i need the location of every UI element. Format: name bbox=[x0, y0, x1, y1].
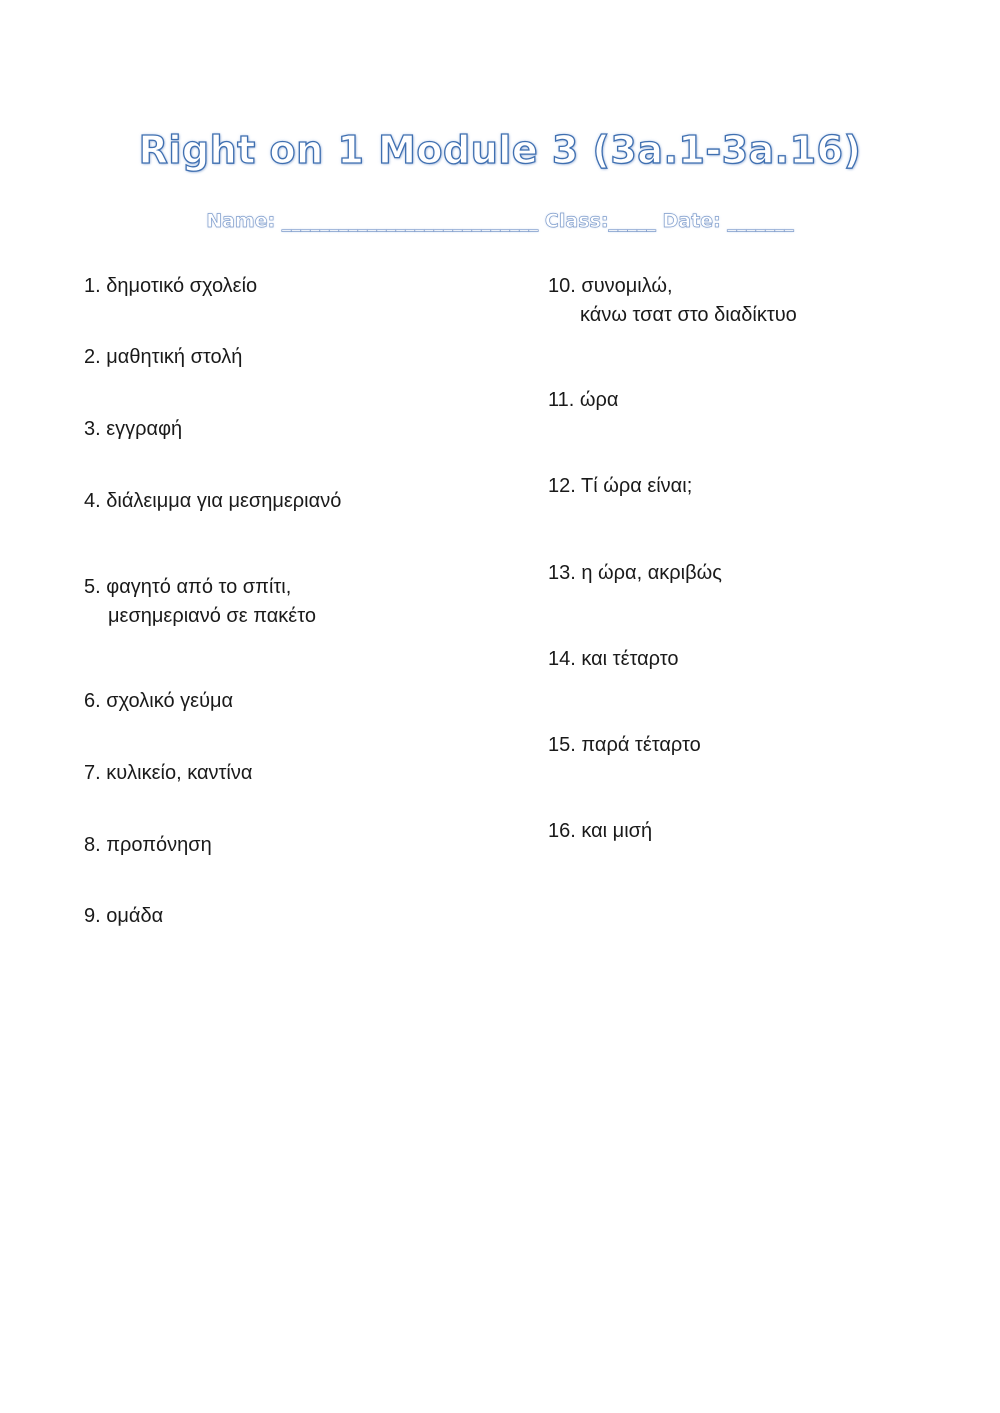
item-text: 10. συνομιλώ, bbox=[548, 275, 673, 297]
item-text: 4. διάλειμμα για μεσημεριανό bbox=[84, 490, 342, 512]
item-text-continued: μεσημεριανό σε πακέτο bbox=[108, 605, 316, 627]
vocab-item-11 bbox=[548, 386, 618, 415]
item-text-continued: κάνω τσατ στο διαδίκτυο bbox=[580, 304, 797, 326]
vocab-item-15 bbox=[548, 731, 701, 760]
vocab-item-3 bbox=[84, 415, 182, 444]
vocab-item-16 bbox=[548, 817, 652, 846]
vocab-item-8 bbox=[84, 831, 212, 860]
vocab-item-9 bbox=[84, 902, 163, 931]
vocab-item-12 bbox=[548, 472, 692, 501]
vocab-item-2 bbox=[84, 343, 242, 372]
item-text: 14. και τέταρτο bbox=[548, 648, 679, 670]
item-text: 13. η ώρα, ακριβώς bbox=[548, 562, 722, 584]
item-text: 7. κυλικείο, καντίνα bbox=[84, 762, 253, 784]
item-text: 2. μαθητική στολή bbox=[84, 346, 243, 368]
item-text: 12. Τί ώρα είναι; bbox=[548, 475, 693, 497]
item-text: 1. δημοτικό σχολείο bbox=[84, 275, 258, 297]
vocab-item-14 bbox=[548, 645, 679, 674]
item-text: 3. εγγραφή bbox=[84, 418, 183, 440]
vocab-item-6 bbox=[84, 687, 233, 716]
name-class-date-line: Name: ___________________________ Class:_____ Date: _______ bbox=[206, 210, 794, 232]
item-text: 16. και μισή bbox=[548, 820, 653, 842]
item-text: 11. ώρα bbox=[548, 389, 619, 411]
item-text: 5. φαγητό από το σπίτι, bbox=[84, 576, 292, 598]
worksheet-title: Right on 1 Module 3 (3a.1-3a.16) bbox=[138, 128, 862, 172]
vocab-item-13 bbox=[548, 559, 722, 588]
item-text: 15. παρά τέταρτο bbox=[548, 734, 701, 756]
item-text: 8. προπόνηση bbox=[84, 834, 212, 856]
vocab-item-1 bbox=[84, 272, 257, 301]
item-text: 9. ομάδα bbox=[84, 905, 164, 927]
vocab-item-4 bbox=[84, 487, 341, 516]
vocab-item-5 bbox=[84, 573, 316, 631]
vocab-item-10 bbox=[548, 272, 797, 330]
vocab-item-7 bbox=[84, 759, 252, 788]
item-text: 6. σχολικό γεύμα bbox=[84, 690, 234, 712]
